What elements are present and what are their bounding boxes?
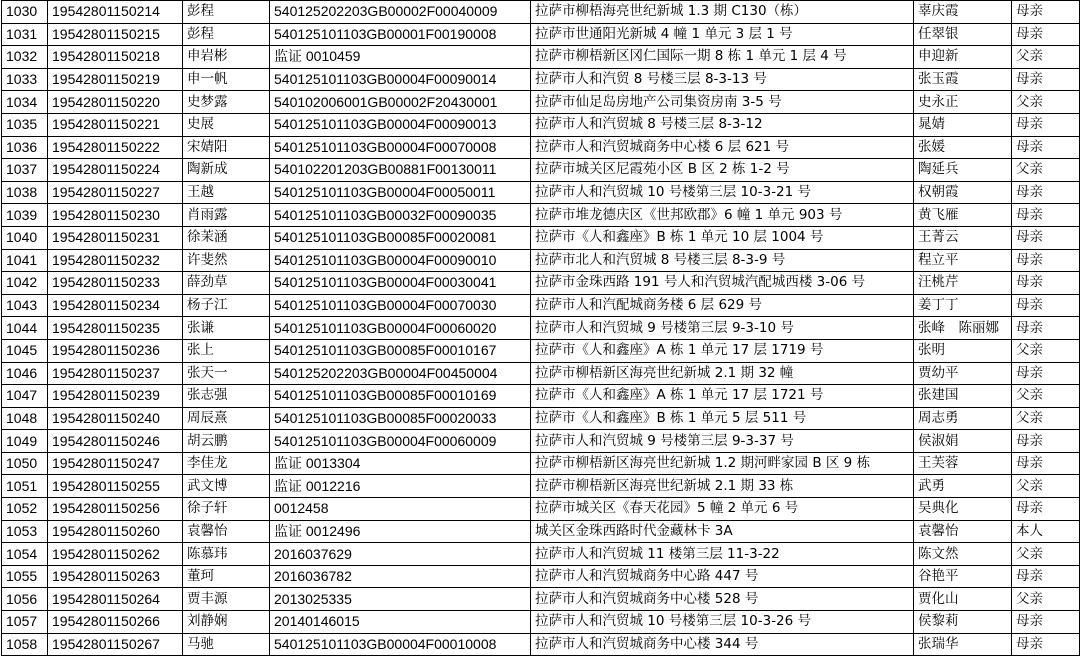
relation-cell: 母亲 [1012, 430, 1080, 453]
relation-cell: 父亲 [1012, 385, 1080, 408]
registration-number-cell: 19542801150240 [48, 407, 183, 430]
registration-number-cell: 19542801150237 [48, 362, 183, 385]
registration-number-cell: 19542801150256 [48, 498, 183, 521]
registration-number-cell: 19542801150266 [48, 611, 183, 634]
table-row [2, 204, 1080, 227]
registration-number-cell: 19542801150215 [48, 23, 183, 46]
registration-number-cell: 19542801150230 [48, 204, 183, 227]
certificate-number-cell: 监证 0012216 [270, 475, 531, 498]
certificate-number-cell: 监证 0010459 [270, 46, 531, 69]
table-row [2, 498, 1080, 521]
address-cell: 拉萨市仙足岛房地产公司集资房南 3-5 号 [531, 91, 914, 114]
guardian-name-cell: 武勇 [914, 475, 1012, 498]
row-index-cell: 1051 [2, 475, 48, 498]
address-cell: 拉萨市人和汽贸城商务中心楼 6 层 621 号 [531, 136, 914, 159]
relation-cell: 母亲 [1012, 181, 1080, 204]
student-name-cell: 周辰熹 [183, 407, 270, 430]
address-cell: 拉萨市人和汽贸城 9 号楼第三层 9-3-10 号 [531, 317, 914, 340]
registration-number-cell: 19542801150246 [48, 430, 183, 453]
guardian-name-cell: 侯黎莉 [914, 611, 1012, 634]
row-index-cell: 1038 [2, 181, 48, 204]
table-row [2, 272, 1080, 295]
relation-cell: 母亲 [1012, 23, 1080, 46]
certificate-number-cell: 540125101103GB00004F00060009 [270, 430, 531, 453]
registration-number-cell: 19542801150233 [48, 272, 183, 295]
registration-number-cell: 19542801150221 [48, 113, 183, 136]
student-name-cell: 张天一 [183, 362, 270, 385]
certificate-number-cell: 540125202203GB00004F00450004 [270, 362, 531, 385]
table-row [2, 543, 1080, 566]
table-row [2, 385, 1080, 408]
table-row [2, 588, 1080, 611]
registration-number-cell: 19542801150262 [48, 543, 183, 566]
student-name-cell: 彭程 [183, 1, 270, 24]
guardian-name-cell: 汪桃芹 [914, 272, 1012, 295]
relation-cell: 母亲 [1012, 317, 1080, 340]
certificate-number-cell: 540102201203GB00881F00130011 [270, 159, 531, 182]
relation-cell: 父亲 [1012, 475, 1080, 498]
registration-number-cell: 19542801150220 [48, 91, 183, 114]
registration-number-cell: 19542801150236 [48, 339, 183, 362]
address-cell: 拉萨市世通阳光新城 4 幢 1 单元 3 层 1 号 [531, 23, 914, 46]
address-cell: 拉萨市柳梧新区冈仁国际一期 8 栋 1 单元 1 层 4 号 [531, 46, 914, 69]
guardian-name-cell: 侯淑娟 [914, 430, 1012, 453]
registration-table [1, 0, 1080, 656]
relation-cell: 父亲 [1012, 339, 1080, 362]
table-row [2, 249, 1080, 272]
guardian-name-cell: 姜丁丁 [914, 294, 1012, 317]
table-row [2, 181, 1080, 204]
relation-cell: 母亲 [1012, 565, 1080, 588]
relation-cell: 母亲 [1012, 249, 1080, 272]
certificate-number-cell: 2016036782 [270, 565, 531, 588]
table-row [2, 430, 1080, 453]
certificate-number-cell: 540125101103GB00004F00090014 [270, 68, 531, 91]
address-cell: 拉萨市人和汽贸城商务中心楼 344 号 [531, 633, 914, 656]
address-cell: 拉萨市堆龙德庆区《世邦欧郡》6 幢 1 单元 903 号 [531, 204, 914, 227]
address-cell: 拉萨市人和汽贸城商务中心楼 528 号 [531, 588, 914, 611]
row-index-cell: 1044 [2, 317, 48, 340]
row-index-cell: 1050 [2, 452, 48, 475]
registration-number-cell: 19542801150255 [48, 475, 183, 498]
student-name-cell: 宋婧阳 [183, 136, 270, 159]
student-name-cell: 张志强 [183, 385, 270, 408]
table-row [2, 520, 1080, 543]
certificate-number-cell: 540125101103GB00085F00010169 [270, 385, 531, 408]
relation-cell: 母亲 [1012, 136, 1080, 159]
row-index-cell: 1037 [2, 159, 48, 182]
student-name-cell: 胡云鹏 [183, 430, 270, 453]
table-body [2, 1, 1080, 656]
registration-number-cell: 19542801150214 [48, 1, 183, 24]
registration-number-cell: 19542801150267 [48, 633, 183, 656]
row-index-cell: 1035 [2, 113, 48, 136]
address-cell: 拉萨市《人和鑫座》B 栋 1 单元 10 层 1004 号 [531, 226, 914, 249]
relation-cell: 母亲 [1012, 68, 1080, 91]
row-index-cell: 1046 [2, 362, 48, 385]
student-name-cell: 史展 [183, 113, 270, 136]
row-index-cell: 1045 [2, 339, 48, 362]
table-row [2, 159, 1080, 182]
relation-cell: 母亲 [1012, 272, 1080, 295]
address-cell: 拉萨市城关区尼霞苑小区 B 区 2 栋 1-2 号 [531, 159, 914, 182]
student-name-cell: 张上 [183, 339, 270, 362]
student-name-cell: 武文博 [183, 475, 270, 498]
relation-cell: 母亲 [1012, 362, 1080, 385]
certificate-number-cell: 540125101103GB00004F00090010 [270, 249, 531, 272]
guardian-name-cell: 王芙蓉 [914, 452, 1012, 475]
certificate-number-cell: 540125101103GB00085F00020081 [270, 226, 531, 249]
table-row [2, 633, 1080, 656]
guardian-name-cell: 贾幼平 [914, 362, 1012, 385]
student-name-cell: 陈慕玮 [183, 543, 270, 566]
row-index-cell: 1042 [2, 272, 48, 295]
certificate-number-cell: 540102006001GB00002F20430001 [270, 91, 531, 114]
guardian-name-cell: 辜庆霞 [914, 1, 1012, 24]
relation-cell: 母亲 [1012, 294, 1080, 317]
certificate-number-cell: 540125101103GB00004F00030041 [270, 272, 531, 295]
guardian-name-cell: 谷艳平 [914, 565, 1012, 588]
student-name-cell: 马驰 [183, 633, 270, 656]
row-index-cell: 1039 [2, 204, 48, 227]
student-name-cell: 刘静娴 [183, 611, 270, 634]
student-name-cell: 徐茉涵 [183, 226, 270, 249]
registration-number-cell: 19542801150235 [48, 317, 183, 340]
student-name-cell: 杨子江 [183, 294, 270, 317]
registration-number-cell: 19542801150219 [48, 68, 183, 91]
table-row [2, 611, 1080, 634]
row-index-cell: 1057 [2, 611, 48, 634]
row-index-cell: 1033 [2, 68, 48, 91]
table-row [2, 46, 1080, 69]
student-name-cell: 李佳龙 [183, 452, 270, 475]
address-cell: 拉萨市柳梧海亮世纪新城 1.3 期 C130（栋） [531, 1, 914, 24]
student-name-cell: 许斐然 [183, 249, 270, 272]
guardian-name-cell: 张峰 陈丽娜 [914, 317, 1012, 340]
row-index-cell: 1032 [2, 46, 48, 69]
row-index-cell: 1047 [2, 385, 48, 408]
table-row [2, 407, 1080, 430]
row-index-cell: 1055 [2, 565, 48, 588]
student-name-cell: 申岩彬 [183, 46, 270, 69]
address-cell: 拉萨市人和汽配城商务楼 6 层 629 号 [531, 294, 914, 317]
registration-number-cell: 19542801150247 [48, 452, 183, 475]
guardian-name-cell: 申迎新 [914, 46, 1012, 69]
guardian-name-cell: 陶延兵 [914, 159, 1012, 182]
certificate-number-cell: 540125101103GB00004F00070030 [270, 294, 531, 317]
registration-number-cell: 19542801150234 [48, 294, 183, 317]
certificate-number-cell: 540125101103GB00004F00050011 [270, 181, 531, 204]
table-row [2, 339, 1080, 362]
address-cell: 拉萨市人和汽贸城商务中心路 447 号 [531, 565, 914, 588]
guardian-name-cell: 王菁云 [914, 226, 1012, 249]
address-cell: 拉萨市《人和鑫座》A 栋 1 单元 17 层 1719 号 [531, 339, 914, 362]
address-cell: 拉萨市柳梧新区海亮世纪新城 1.2 期河畔家园 B 区 9 栋 [531, 452, 914, 475]
table-row [2, 113, 1080, 136]
address-cell: 拉萨市柳梧新区海亮世纪新城 2.1 期 32 幢 [531, 362, 914, 385]
relation-cell: 本人 [1012, 520, 1080, 543]
student-name-cell: 彭程 [183, 23, 270, 46]
certificate-number-cell: 540125101103GB00085F00010167 [270, 339, 531, 362]
table-row [2, 294, 1080, 317]
certificate-number-cell: 540125101103GB00004F00090013 [270, 113, 531, 136]
relation-cell: 母亲 [1012, 204, 1080, 227]
table-row [2, 68, 1080, 91]
certificate-number-cell: 540125202203GB00002F00040009 [270, 1, 531, 24]
row-index-cell: 1058 [2, 633, 48, 656]
certificate-number-cell: 监证 0012496 [270, 520, 531, 543]
student-name-cell: 袁馨怡 [183, 520, 270, 543]
relation-cell: 父亲 [1012, 159, 1080, 182]
row-index-cell: 1030 [2, 1, 48, 24]
address-cell: 拉萨市人和汽贸城 8 号楼三层 8-3-12 [531, 113, 914, 136]
student-name-cell: 申一帆 [183, 68, 270, 91]
table-row [2, 136, 1080, 159]
guardian-name-cell: 张明 [914, 339, 1012, 362]
relation-cell: 母亲 [1012, 226, 1080, 249]
table-row [2, 1, 1080, 24]
table-row [2, 452, 1080, 475]
table-row [2, 23, 1080, 46]
guardian-name-cell: 张瑞华 [914, 633, 1012, 656]
relation-cell: 父亲 [1012, 46, 1080, 69]
registration-number-cell: 19542801150227 [48, 181, 183, 204]
registration-number-cell: 19542801150264 [48, 588, 183, 611]
relation-cell: 父亲 [1012, 588, 1080, 611]
guardian-name-cell: 程立平 [914, 249, 1012, 272]
table-row [2, 362, 1080, 385]
address-cell: 拉萨市人和汽贸城 10 号楼第三层 10-3-26 号 [531, 611, 914, 634]
student-name-cell: 董珂 [183, 565, 270, 588]
registration-number-cell: 19542801150232 [48, 249, 183, 272]
certificate-number-cell: 监证 0013304 [270, 452, 531, 475]
address-cell: 拉萨市人和汽贸城 11 楼第三层 11-3-22 [531, 543, 914, 566]
guardian-name-cell: 史永正 [914, 91, 1012, 114]
address-cell: 拉萨市《人和鑫座》A 栋 1 单元 17 层 1721 号 [531, 385, 914, 408]
row-index-cell: 1043 [2, 294, 48, 317]
row-index-cell: 1031 [2, 23, 48, 46]
row-index-cell: 1056 [2, 588, 48, 611]
registration-number-cell: 19542801150263 [48, 565, 183, 588]
registration-number-cell: 19542801150218 [48, 46, 183, 69]
guardian-name-cell: 周志勇 [914, 407, 1012, 430]
certificate-number-cell: 2016037629 [270, 543, 531, 566]
table-row [2, 226, 1080, 249]
address-cell: 拉萨市人和汽贸 8 号楼三层 8-3-13 号 [531, 68, 914, 91]
relation-cell: 父亲 [1012, 91, 1080, 114]
registration-number-cell: 19542801150224 [48, 159, 183, 182]
address-cell: 拉萨市北人和汽贸城 8 号楼三层 8-3-9 号 [531, 249, 914, 272]
address-cell: 拉萨市人和汽贸城 9 号楼第三层 9-3-37 号 [531, 430, 914, 453]
student-name-cell: 王越 [183, 181, 270, 204]
certificate-number-cell: 20140146015 [270, 611, 531, 634]
guardian-name-cell: 权朝霞 [914, 181, 1012, 204]
address-cell: 拉萨市人和汽贸城 10 号楼第三层 10-3-21 号 [531, 181, 914, 204]
certificate-number-cell: 540125101103GB00085F00020033 [270, 407, 531, 430]
guardian-name-cell: 张玉霞 [914, 68, 1012, 91]
row-index-cell: 1041 [2, 249, 48, 272]
guardian-name-cell: 黄飞雁 [914, 204, 1012, 227]
certificate-number-cell: 540125101103GB00004F00060020 [270, 317, 531, 340]
student-name-cell: 贾丰源 [183, 588, 270, 611]
row-index-cell: 1048 [2, 407, 48, 430]
student-name-cell: 陶新成 [183, 159, 270, 182]
row-index-cell: 1053 [2, 520, 48, 543]
certificate-number-cell: 540125101103GB00032F00090035 [270, 204, 531, 227]
relation-cell: 母亲 [1012, 1, 1080, 24]
student-name-cell: 张谦 [183, 317, 270, 340]
row-index-cell: 1034 [2, 91, 48, 114]
registration-number-cell: 19542801150231 [48, 226, 183, 249]
guardian-name-cell: 陈文然 [914, 543, 1012, 566]
row-index-cell: 1049 [2, 430, 48, 453]
registration-number-cell: 19542801150222 [48, 136, 183, 159]
registration-number-cell: 19542801150239 [48, 385, 183, 408]
row-index-cell: 1054 [2, 543, 48, 566]
guardian-name-cell: 吴典化 [914, 498, 1012, 521]
table-row [2, 91, 1080, 114]
address-cell: 拉萨市城关区《春天花园》5 幢 2 单元 6 号 [531, 498, 914, 521]
relation-cell: 母亲 [1012, 498, 1080, 521]
address-cell: 拉萨市《人和鑫座》B 栋 1 单元 5 层 511 号 [531, 407, 914, 430]
certificate-number-cell: 540125101103GB00004F00010008 [270, 633, 531, 656]
certificate-number-cell: 0012458 [270, 498, 531, 521]
relation-cell: 母亲 [1012, 113, 1080, 136]
certificate-number-cell: 2013025335 [270, 588, 531, 611]
relation-cell: 父亲 [1012, 407, 1080, 430]
student-name-cell: 薛劲草 [183, 272, 270, 295]
table-row [2, 565, 1080, 588]
table-row [2, 475, 1080, 498]
student-name-cell: 徐子轩 [183, 498, 270, 521]
student-name-cell: 史梦露 [183, 91, 270, 114]
student-name-cell: 肖雨露 [183, 204, 270, 227]
guardian-name-cell: 贾化山 [914, 588, 1012, 611]
guardian-name-cell: 袁馨怡 [914, 520, 1012, 543]
row-index-cell: 1036 [2, 136, 48, 159]
relation-cell: 母亲 [1012, 633, 1080, 656]
guardian-name-cell: 任翠银 [914, 23, 1012, 46]
address-cell: 城关区金珠西路时代金藏林卡 3A [531, 520, 914, 543]
guardian-name-cell: 张媛 [914, 136, 1012, 159]
guardian-name-cell: 张建国 [914, 385, 1012, 408]
registration-number-cell: 19542801150260 [48, 520, 183, 543]
relation-cell: 母亲 [1012, 611, 1080, 634]
row-index-cell: 1052 [2, 498, 48, 521]
address-cell: 拉萨市金珠西路 191 号人和汽贸城汽配城西楼 3-06 号 [531, 272, 914, 295]
guardian-name-cell: 晁婧 [914, 113, 1012, 136]
relation-cell: 父亲 [1012, 543, 1080, 566]
row-index-cell: 1040 [2, 226, 48, 249]
relation-cell: 母亲 [1012, 452, 1080, 475]
address-cell: 拉萨市柳梧新区海亮世纪新城 2.1 期 33 栋 [531, 475, 914, 498]
certificate-number-cell: 540125101103GB00001F00190008 [270, 23, 531, 46]
table-row [2, 317, 1080, 340]
certificate-number-cell: 540125101103GB00004F00070008 [270, 136, 531, 159]
